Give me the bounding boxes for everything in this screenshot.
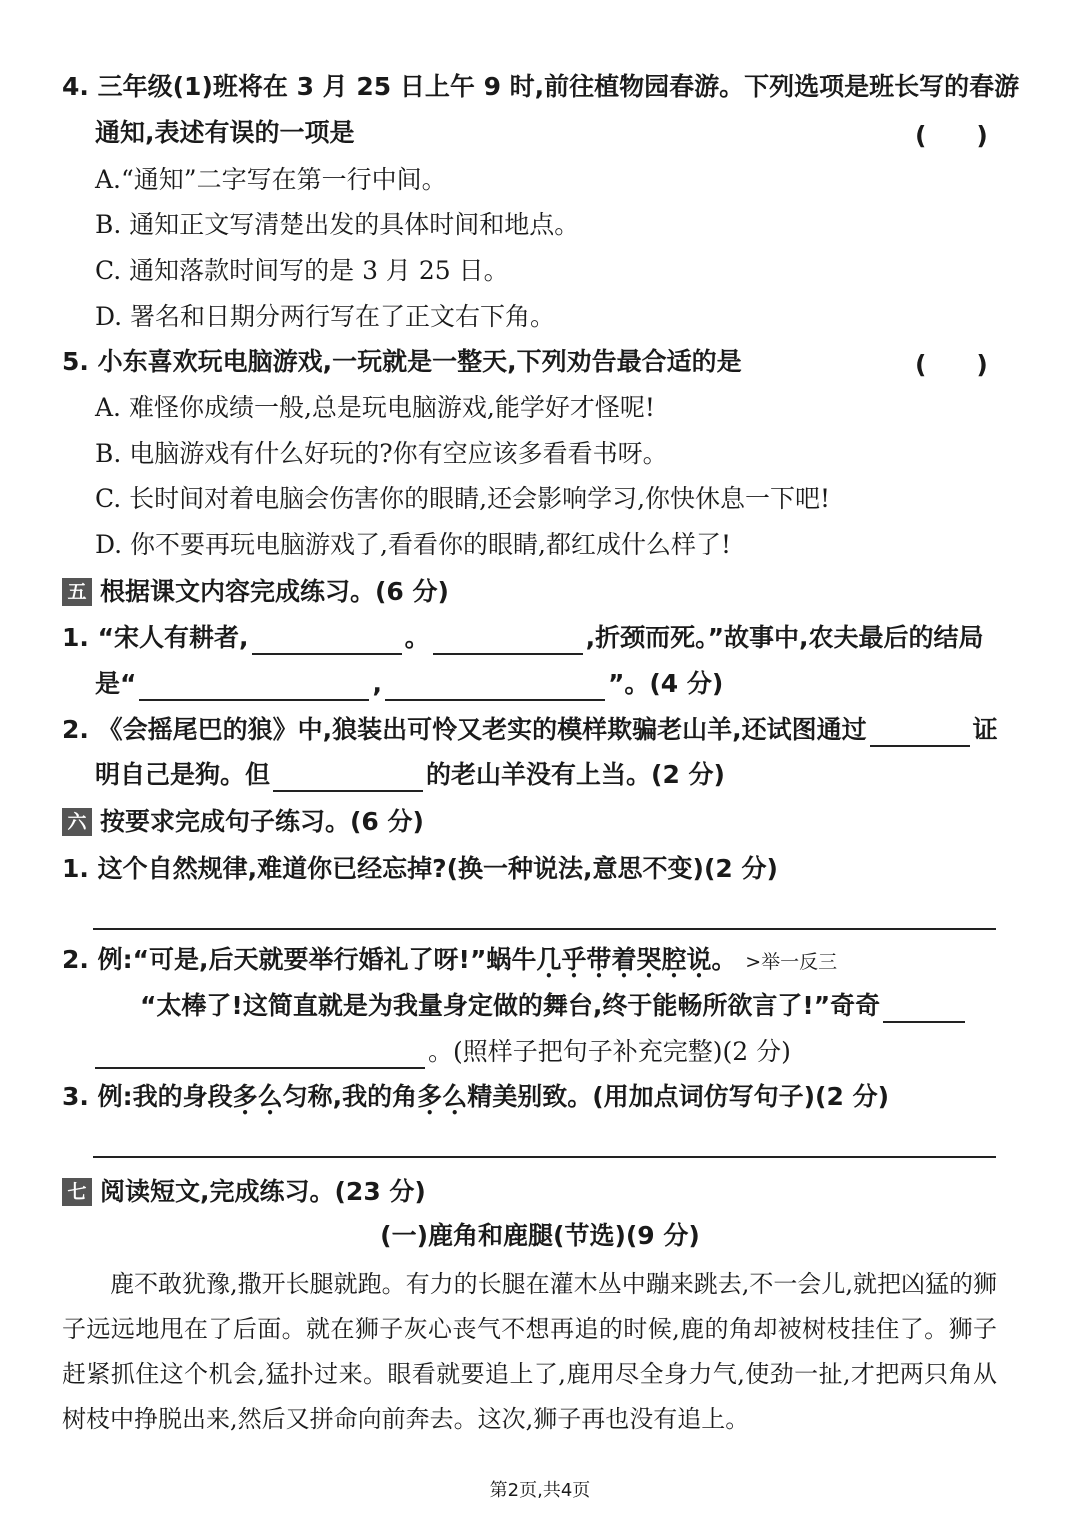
dotted-char: 么 [257, 1082, 283, 1111]
sec5-q2-line2 [95, 758, 725, 792]
dotted-char: 腔 [661, 945, 687, 974]
q5-option-c: C. 长时间对着电脑会伤害你的眼睛,还会影响学习,你快休息一下吧! [95, 484, 831, 513]
dotted-char: 乎 [561, 945, 587, 974]
page-number: 第2页,共4页 [489, 1480, 591, 1501]
sec5-q1-blank-3[interactable] [139, 673, 369, 701]
q4-stem: 三年级(1)班将在 3 月 25 日上午 9 时,前往植物园春游。下列选项是班长写的春游 [97, 72, 1020, 101]
sec6-q3-number: 3. [62, 1082, 89, 1111]
q5-option-d: D. 你不要再玩电脑游戏了,看看你的眼睛,都红成什么样了! [95, 530, 731, 559]
sec5-q1-text-f: ”。(4 分) [607, 669, 724, 698]
q4-number: 4. [62, 72, 89, 101]
section-six-badge: 六 [62, 808, 92, 836]
sec5-q2-text-d: 的老山羊没有上当。(2 分) [426, 760, 725, 789]
q5-line1 [62, 345, 742, 379]
sec5-q2-blank-1[interactable] [870, 719, 970, 747]
sec5-q1-text-b: 。 [404, 623, 430, 652]
section-five-title: 根据课文内容完成练习。(6 分) [100, 577, 449, 606]
passage-paragraph: 鹿不敢犹豫,撒开长腿就跑。有力的长腿在灌木丛中蹦来跳去,不一会儿,就把凶猛的狮子远远地甩在了后面。就在狮子灰心丧气不想再追的时候,鹿的角却被树枝挂住了。狮子赶紧抓住这个机会,猛扑过来。眼看就要追上了,鹿用尽全身力气,使劲一扯,才把两只角从树枝中挣脱出来,然后又拼命向前奔去。这次,狮子再也没有追上。 [62, 1270, 997, 1433]
q5-option-b: B. 电脑游戏有什么好玩的?你有空应该多看看书呀。 [95, 439, 668, 468]
sec6-q1-text: 这个自然规律,难道你已经忘掉?(换一种说法,意思不变)(2 分) [97, 854, 778, 883]
sec5-q1-blank-2[interactable] [433, 627, 583, 655]
sec5-q2-line1 [62, 713, 998, 747]
q4-option-a: A.“通知”二字写在第一行中间。 [95, 165, 447, 194]
dotted-char: 哭 [636, 945, 662, 974]
sec6-q1-line [62, 852, 778, 886]
sec6-q2-line2 [140, 989, 968, 1023]
q5-number: 5. [62, 347, 89, 376]
sec5-q1-blank-1[interactable] [252, 627, 402, 655]
sec5-q1-text-d: 是“ [95, 669, 137, 698]
q4-option-b: B. 通知正文写清楚出发的具体时间和地点。 [95, 210, 580, 239]
q4-answer-paren[interactable]: ( ) [915, 121, 988, 150]
dotted-char: 么 [442, 1082, 468, 1111]
sec6-q3-p2: 匀称,我的角 [282, 1082, 418, 1111]
sec6-q2-blank-1[interactable] [883, 995, 965, 1023]
sec6-q1-number: 1. [62, 854, 89, 883]
sec6-q3-p1: 例:我的身段 [97, 1082, 233, 1111]
dotted-char: 多 [232, 1082, 258, 1111]
sec6-q3-p3: 精美别致。(用加点词仿写句子)(2 分) [467, 1082, 889, 1111]
sec6-q2-instruction: 。(照样子把句子补充完整)(2 分) [428, 1037, 791, 1066]
sec6-q3-line [62, 1080, 889, 1114]
sec5-q1-text-c: ,折颈而死。”故事中,农夫最后的结局 [585, 623, 984, 652]
sec6-q2-line1 [62, 943, 837, 979]
dotted-char: 着 [611, 945, 637, 974]
q4-line2: 通知,表述有误的一项是 [95, 118, 355, 147]
sec5-q1-line1 [62, 621, 984, 655]
sec6-q2-post: 。 [711, 945, 737, 974]
section-seven-badge: 七 [62, 1178, 92, 1206]
sec6-q2-example: “太棒了!这简直就是为我量身定做的舞台,终于能畅所欲言了!”奇奇 [140, 991, 881, 1020]
passage-subtitle: (一)鹿角和鹿腿(节选)(9 分) [380, 1221, 700, 1250]
dotted-char: 几 [536, 945, 562, 974]
dotted-char: 说 [686, 945, 712, 974]
dotted-char: 多 [417, 1082, 443, 1111]
sec5-q1-text-a: “宋人有耕者, [97, 623, 249, 652]
sec6-q3-answer-line[interactable] [93, 1156, 996, 1158]
sec5-q1-line2 [95, 667, 723, 701]
q5-stem: 小东喜欢玩电脑游戏,一玩就是一整天,下列劝告最合适的是 [97, 347, 742, 376]
dotted-char: 带 [586, 945, 612, 974]
sec5-q1-blank-4[interactable] [385, 673, 605, 701]
sec5-q1-number: 1. [62, 623, 89, 652]
sec6-q2-number: 2. [62, 945, 89, 974]
q4-option-d: D. 署名和日期分两行写在了正文右下角。 [95, 302, 556, 331]
sec5-q1-text-e: , [372, 669, 382, 698]
q4-option-c: C. 通知落款时间写的是 3 月 25 日。 [95, 256, 509, 285]
sec6-q2-blank-2[interactable] [95, 1041, 425, 1069]
sec5-q2-text-b: 证 [972, 715, 998, 744]
sec6-q2-tag: >举一反三 [745, 951, 838, 973]
sec5-q2-number: 2. [62, 715, 89, 744]
q5-answer-paren[interactable]: ( ) [915, 350, 988, 379]
sec6-q1-answer-line[interactable] [93, 928, 996, 930]
section-seven-title: 阅读短文,完成练习。(23 分) [100, 1177, 426, 1206]
sec5-q2-text-a: 《会摇尾巴的狼》中,狼装出可怜又老实的模样欺骗老山羊,还试图通过 [97, 715, 867, 744]
section-five-badge: 五 [62, 578, 92, 606]
sec5-q2-text-c: 明自己是狗。但 [95, 760, 271, 789]
sec5-q2-blank-2[interactable] [273, 764, 423, 792]
section-six-title: 按要求完成句子练习。(6 分) [100, 807, 424, 836]
sec6-q2-pre: 例:“可是,后天就要举行婚礼了呀!”蜗牛 [97, 945, 537, 974]
sec6-q2-line3 [95, 1035, 791, 1069]
q5-option-a: A. 难怪你成绩一般,总是玩电脑游戏,能学好才怪呢! [95, 393, 655, 422]
q4-line1 [62, 70, 1019, 104]
